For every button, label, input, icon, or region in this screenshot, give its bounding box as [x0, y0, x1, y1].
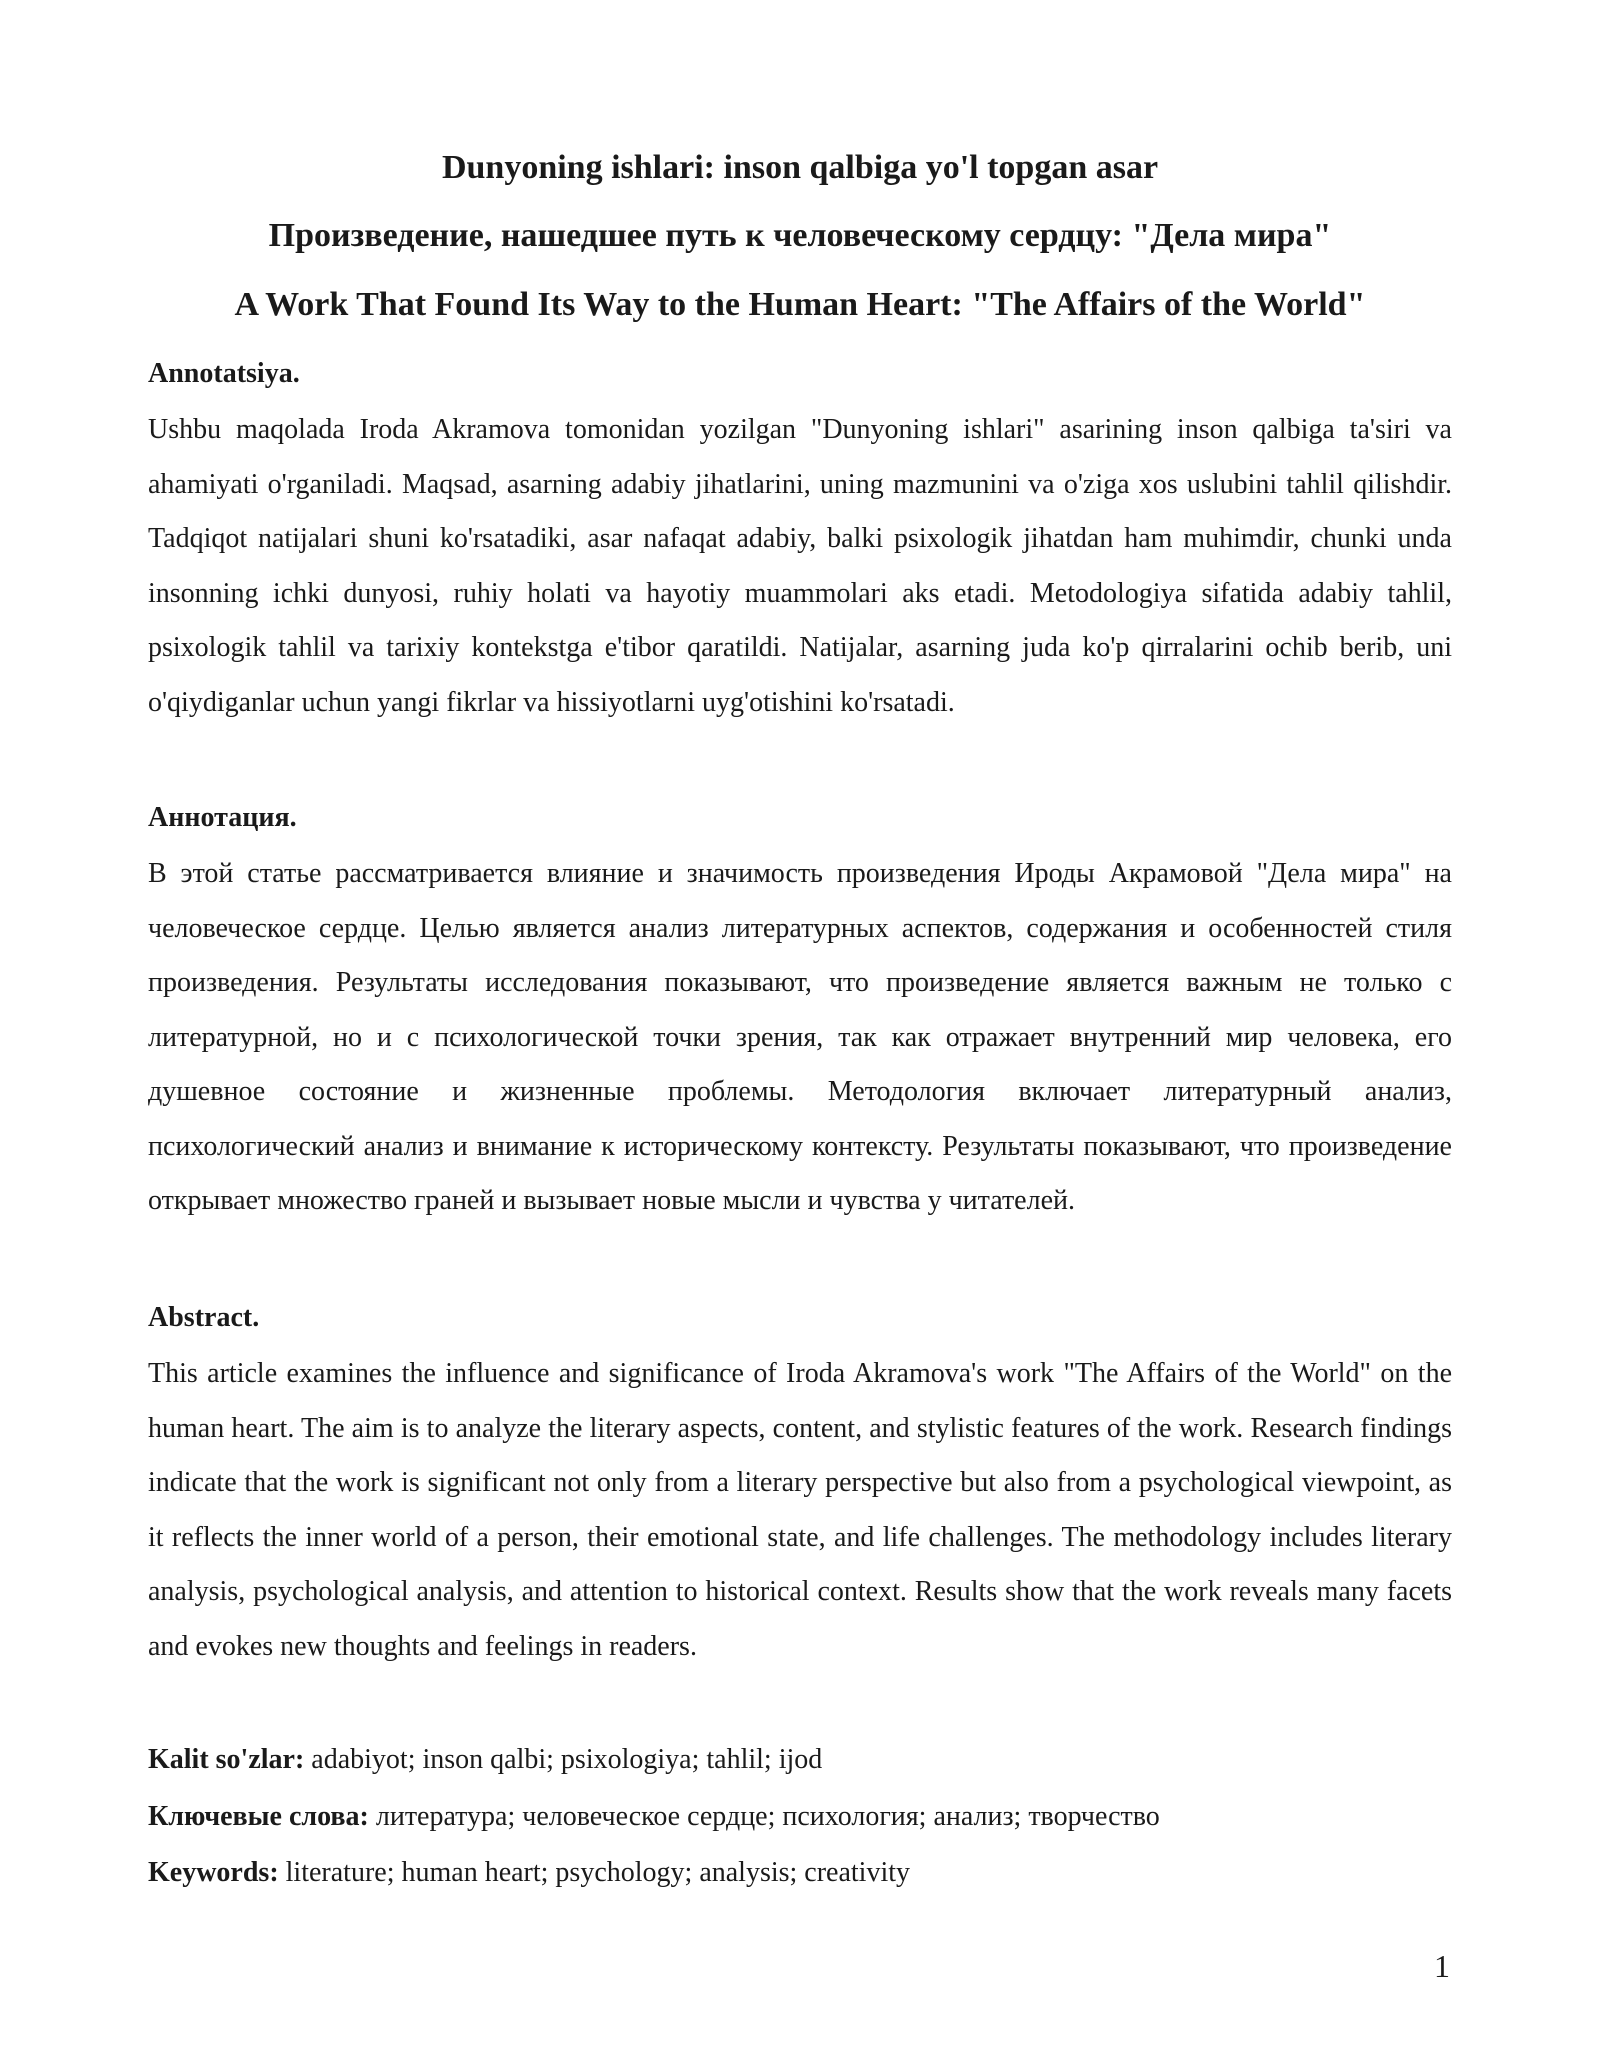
page-number: 1 [1434, 1948, 1450, 1984]
abstract-en-heading: Abstract. [148, 1302, 260, 1333]
keywords-ru-label: Ключевые слова: [148, 1801, 369, 1832]
keywords-uz [148, 1743, 1452, 1777]
keywords-en-list: literature; human heart; psychology; analysis; creativity [278, 1857, 911, 1888]
annotation-ru-text: В этой статье рассматривается влияние и значимость произведения Ироды Акрамовой "Дела мира" на человеческое сердце. Целью является анализ литературных аспектов, содержания и особенностей стиля произведения. Результаты исследования показывают, что произведение является важным не только с литературной, но и с психологической точки зрения, так как отражает внутренний мир человека, его душевное состояние и жизненные проблемы. Методология включает литературный анализ, психологический анализ и внимание к историческому контексту. Результаты показывают, что произведение открывает множество граней и вызывает новые мысли и чувства у читателей. [148, 858, 1452, 1216]
keywords-en-label: Keywords: [148, 1857, 279, 1888]
annotation-uz-text: Ushbu maqolada Iroda Akramova tomonidan yozilgan "Dunyoning ishlari" asarining inson qalbiga ta'siri va ahamiyati o'rganiladi. Maqsad, asarning adabiy jihatlarini, uning mazmunini va o'ziga xos uslubini tahlil qilishdir. Tadqiqot natijalari shuni ko'rsatadiki, asar nafaqat adabiy, balki psixologik jihatdan ham muhimdir, chunki unda insonning ichki dunyosi, ruhiy holati va hayotiy muammolari aks etadi. Metodologiya sifatida adabiy tahlil, psixologik tahlil va tarixiy kontekstga e'tibor qaratildi. Natijalar, asarning juda ko'p qirralarini ochib berib, uni o'qiydiganlar uchun yangi fikrlar va hissiyotlarni uyg'otishini ko'rsatadi. [148, 414, 1452, 718]
title-english: A Work That Found Its Way to the Human Heart: "The Affairs of the World" [234, 286, 1366, 323]
title-russian: Произведение, нашедшее путь к человеческому сердцу: "Дела мира" [268, 217, 1332, 254]
keywords-uz-list: adabiyot; inson qalbi; psixologiya; tahlil; ijod [304, 1744, 823, 1775]
keywords-ru-list: литература; человеческое сердце; психология; анализ; творчество [368, 1801, 1160, 1832]
abstract-en-text: This article examines the influence and significance of Iroda Akramova's work "The Affairs of the World" on the human heart. The aim is to analyze the literary aspects, content, and stylistic features of the work. Research findings indicate that the work is significant not only from a literary perspective but also from a psychological viewpoint, as it reflects the inner world of a person, their emotional state, and life challenges. The methodology includes literary analysis, psychological analysis, and attention to historical context. Results show that the work reveals many facets and evokes new thoughts and feelings in readers. [148, 1358, 1452, 1662]
keywords-uz-label: Kalit so'zlar: [148, 1744, 305, 1775]
annotation-uz-heading: Annotatsiya. [148, 358, 300, 389]
annotation-ru-heading: Аннотация. [148, 802, 297, 833]
keywords-ru [148, 1800, 1452, 1834]
keywords-en [148, 1856, 1452, 1890]
title-uzbek: Dunyoning ishlari: inson qalbiga yo'l topgan asar [441, 149, 1159, 186]
